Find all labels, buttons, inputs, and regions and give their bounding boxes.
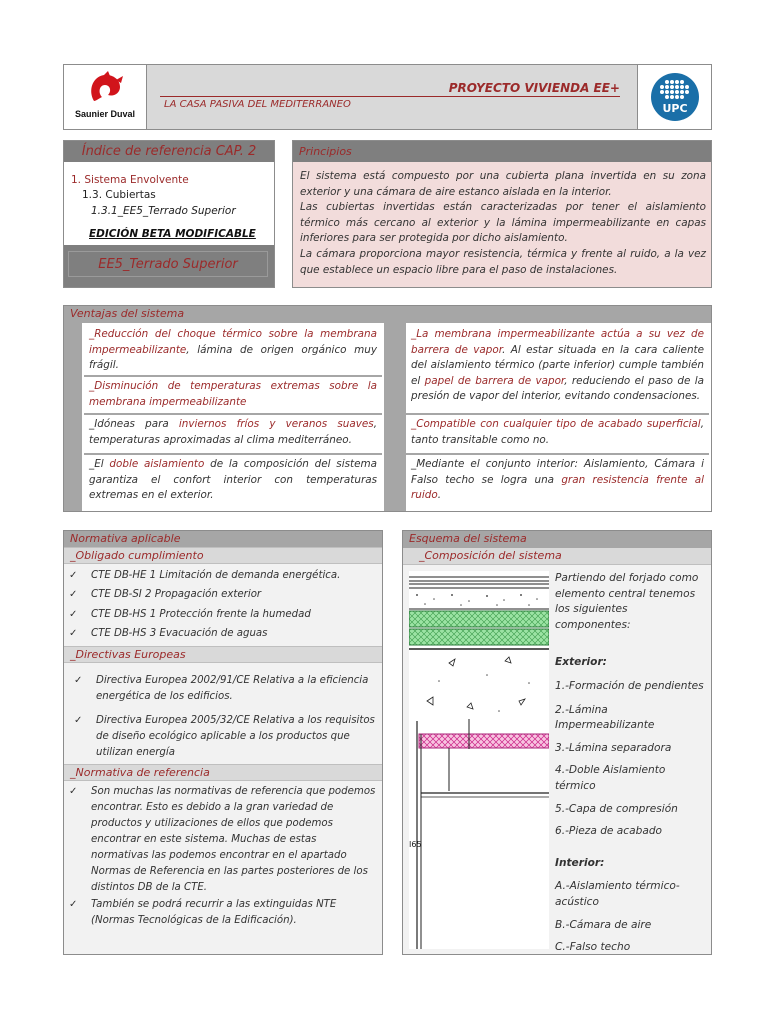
- esquema-text: [555, 571, 705, 956]
- directiva-item: ✓ Directiva Europea 2005/32/CE Relativa a los requisitos de diseño ecológico aplicable a los productos que utilizan energía: [74, 715, 375, 758]
- exterior-item: 1.-Formación de pendientes: [555, 679, 704, 692]
- ventaja-l4: _El doble aislamiento de la composición del sistema garantiza el confort interior con temperaturas extremas en el exterior.: [89, 458, 377, 502]
- principios-p3: La cámara proporciona mayor resistencia, térmica y frente al ruido, a la vez que establece un espacio libre para el paso de instalaciones.: [300, 247, 706, 276]
- ventajas-middle-bar: [384, 323, 406, 511]
- obligado-item: ✓ CTE DB-HS 3 Evacuación de aguas: [91, 626, 376, 642]
- ventaja-r3: _Mediante el conjunto interior: Aislamiento, Cámara i Falso techo se logra una gran resistencia frente al ruido.: [411, 458, 704, 502]
- index-footer-title: EE5_Terrado Superior: [68, 251, 268, 277]
- checkmark-icon: ✓: [69, 570, 78, 581]
- index-panel: [63, 140, 275, 288]
- edition-label: EDICIÓN BETA MODIFICABLE: [89, 228, 256, 240]
- page-header: [63, 64, 712, 130]
- obligado-item: ✓ CTE DB-HS 1 Protección frente la humedad: [91, 607, 376, 623]
- ventaja-l1: _Reducción del choque térmico sobre la membrana impermeabilizante, lámina de origen orgánico muy frágil.: [89, 328, 377, 372]
- directivas-heading: _Directivas Europeas: [64, 646, 382, 663]
- checkmark-icon: ✓: [69, 899, 78, 910]
- normativa-title: Normativa aplicable: [64, 531, 382, 548]
- salamander-icon: [86, 71, 126, 105]
- index-item-3[interactable]: 1.3.1_EE5_Terrado Superior: [91, 205, 236, 217]
- checkmark-icon: ✓: [69, 589, 78, 600]
- checkmark-icon: ✓: [69, 609, 78, 620]
- ventaja-l3: _Idóneas para inviernos fríos y veranos suaves, temperaturas aproximadas al clima mediterráneo.: [89, 418, 377, 446]
- normativa-panel: [63, 530, 383, 955]
- saunier-duval-logo: [64, 65, 147, 129]
- checkmark-icon: ✓: [69, 628, 78, 639]
- obligado-item: ✓ CTE DB-SI 2 Propagación exterior: [91, 587, 376, 603]
- ventajas-left-bar: [64, 323, 82, 511]
- ventaja-r1: _La membrana impermeabilizante actúa a su vez de barrera de vapor. Al estar situada en la cara caliente del aislamiento térmico (parte inferior) cumple también el papel de barrera de vapor, reduciendo el paso de la presión de vapor del interior, evitando condensaciones.: [411, 328, 705, 403]
- index-title: Índice de referencia CAP. 2: [64, 141, 274, 162]
- index-item-2[interactable]: 1.3. Cubiertas: [82, 189, 156, 201]
- esquema-panel: [402, 530, 712, 955]
- header-rule: [160, 96, 620, 97]
- checkmark-icon: ✓: [74, 715, 83, 726]
- referencia-item: ✓ También se podrá recurrir a las extinguidas NTE (Normas Tecnológicas de la Edificación).: [69, 899, 337, 926]
- principios-p1: El sistema está compuesto por una cubierta plana invertida en su zona exterior y una cámara de aire estanco aislada en la interior.: [300, 170, 706, 198]
- upc-logo: [637, 65, 711, 129]
- index-item-1[interactable]: 1. Sistema Envolvente: [71, 174, 189, 186]
- project-subtitle: LA CASA PASIVA DEL MEDITERRANEO: [164, 99, 351, 110]
- principios-p2: Las cubiertas invertidas están caracterizadas por tener el aislamiento térmico más cercano al exterior y la lámina impermeabilizante en capas inferiores para ser protegida por dicho aislamiento.: [300, 201, 706, 245]
- brand-right-text: UPC: [662, 102, 688, 115]
- esquema-title: Esquema del sistema: [403, 531, 711, 548]
- referencia-heading: _Normativa de referencia: [64, 764, 382, 781]
- obligado-heading: _Obligado cumplimiento: [64, 547, 382, 564]
- interior-item: C.-Falso techo: [555, 941, 631, 954]
- exterior-item: 4.-Doble Aislamiento térmico: [555, 764, 666, 792]
- index-footer: [64, 245, 274, 287]
- checkmark-icon: ✓: [74, 675, 83, 686]
- principios-panel: [292, 140, 712, 288]
- drawing-label: I65: [409, 840, 422, 849]
- exterior-label: Exterior:: [555, 656, 607, 669]
- brand-left-text: Saunier Duval: [74, 109, 136, 119]
- ventajas-panel: [63, 305, 712, 512]
- exterior-item: 3.-Lámina separadora: [555, 741, 672, 754]
- referencia-item: ✓ Son muchas las normativas de referencia que podemos encontrar. Esto es debido a la gran variedad de productos y utilizaciones de ellos que podemos encontrar en este sistema. Muchas de estas normativas las podemos encontrar en el apartado Normas de Referencia en las partes posteriores de los distintos DB de la CTE.: [69, 786, 376, 893]
- interior-label: Interior:: [555, 856, 605, 869]
- ventaja-l2: _Disminución de temperaturas extremas sobre la membrana impermeabilizante: [89, 380, 377, 408]
- checkmark-icon: ✓: [69, 786, 78, 797]
- exterior-item: 6.-Pieza de acabado: [555, 825, 663, 838]
- directiva-item: ✓ Directiva Europea 2002/91/CE Relativa a la eficiencia energética de los edificios.: [74, 675, 369, 702]
- principios-title: Principios: [293, 141, 711, 162]
- esquema-intro: Partiendo del forjado como elemento central tenemos los siguientes componentes:: [555, 572, 699, 631]
- exterior-item: 5.-Capa de compresión: [555, 802, 678, 815]
- ventaja-r2: _Compatible con cualquier tipo de acabado superficial, tanto transitable como no.: [411, 418, 704, 446]
- ventajas-title: Ventajas del sistema: [64, 306, 711, 323]
- interior-item: A.-Aislamiento térmico-acústico: [555, 880, 680, 908]
- interior-item: B.-Cámara de aire: [555, 918, 652, 931]
- esquema-subtitle: _Composición del sistema: [403, 548, 711, 565]
- project-title: PROYECTO VIVIENDA EE+: [448, 81, 620, 95]
- obligado-item: ✓ CTE DB-HE 1 Limitación de demanda energética.: [91, 568, 376, 584]
- exterior-item: 2.-Lámina Impermeabilizante: [555, 703, 655, 732]
- section-drawing: [409, 571, 549, 949]
- roof-section-diagram: [409, 571, 549, 949]
- principios-body: [300, 169, 706, 278]
